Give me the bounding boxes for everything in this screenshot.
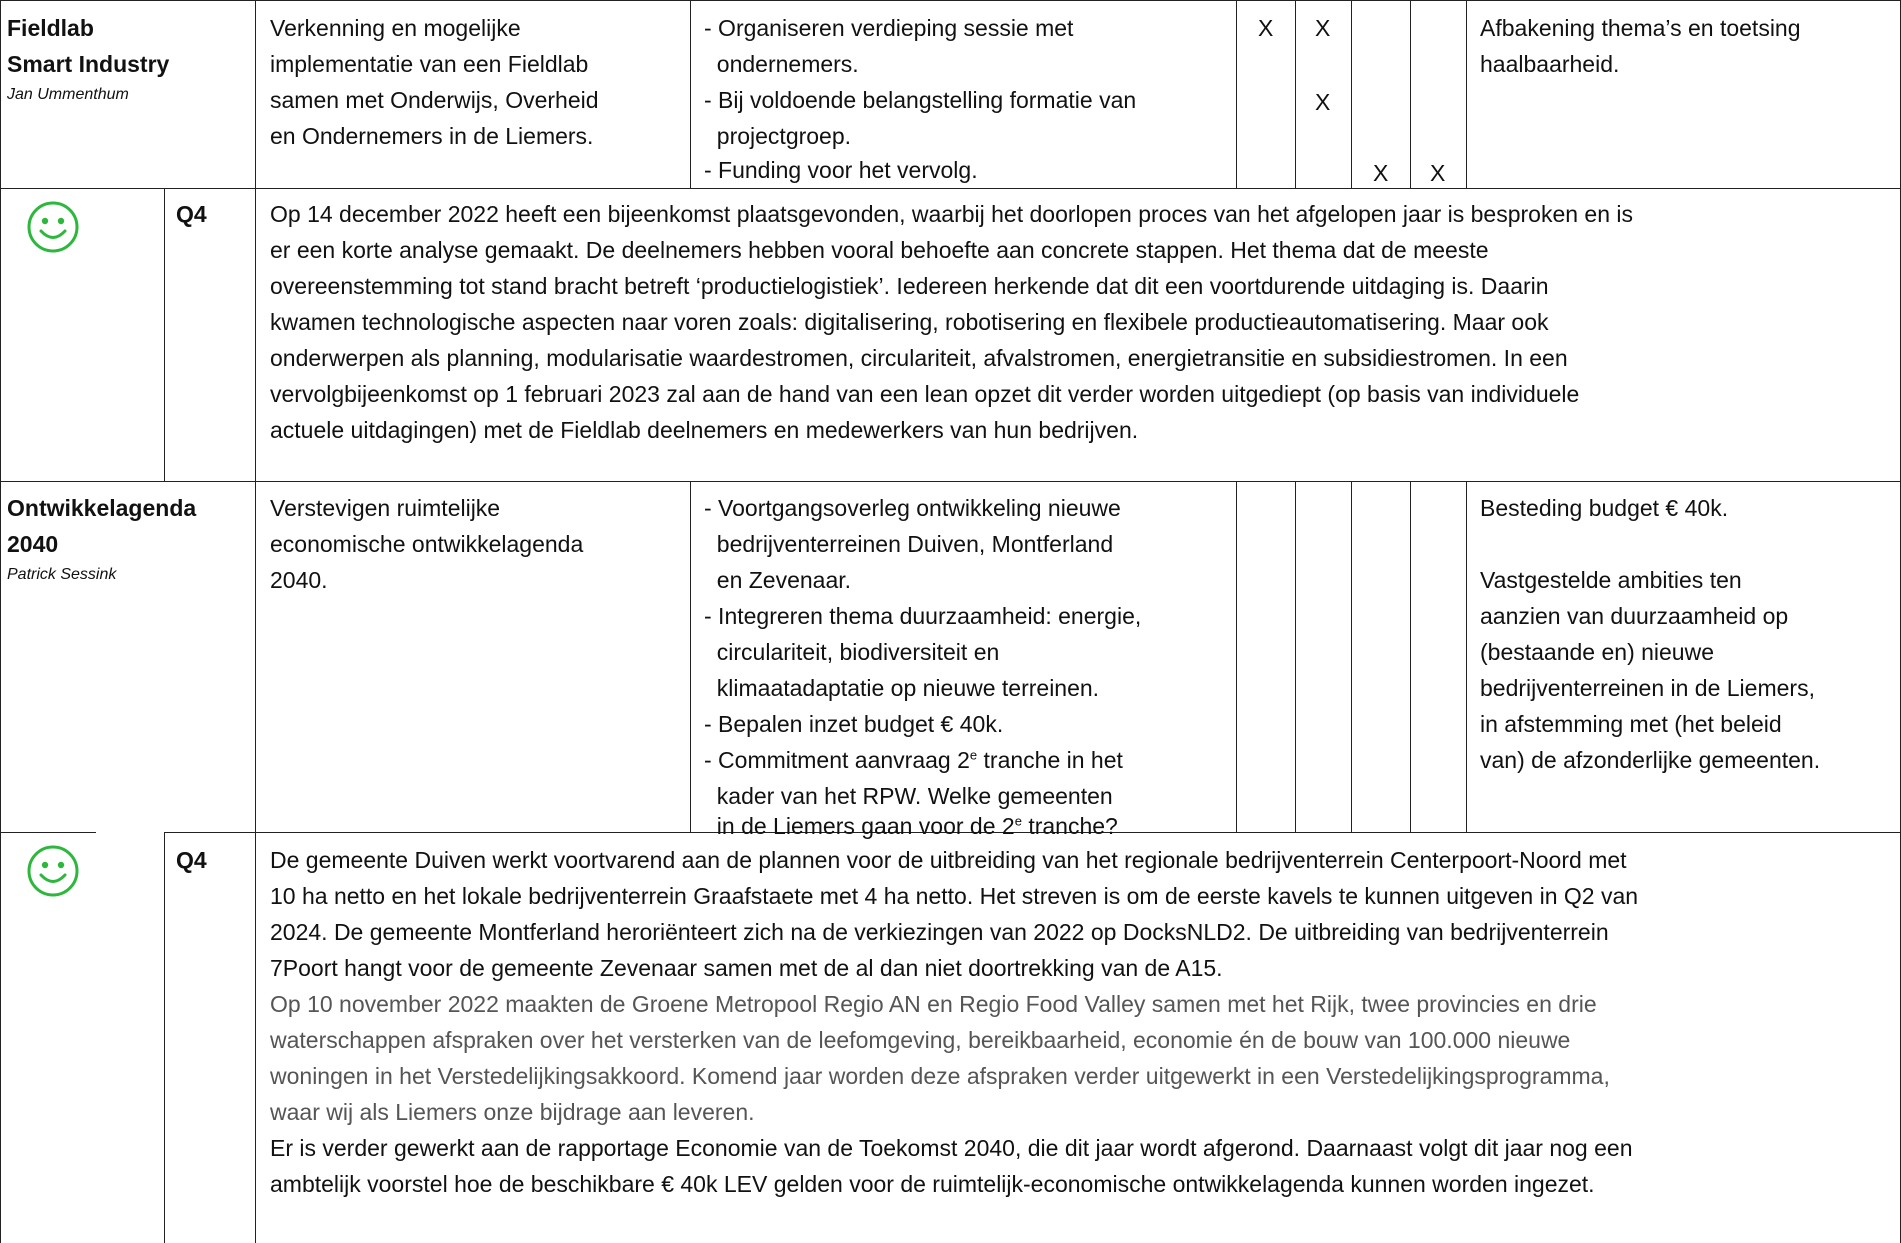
goal-line: Verstevigen ruimtelijke [270,495,501,521]
smiley-icon [26,200,80,254]
action-line [704,742,1123,778]
superscript: e [969,747,978,763]
progress-line: kwamen technologische aspecten naar voren zoals: digitalisering, robotisering en flexibele productieautomatisering. Maar ook [270,309,1549,335]
quarter-mark: X [1258,15,1274,41]
progress-line: 10 ha netto en het lokale bedrijventerrein Graafstaete met 4 ha netto. Het streven is om de eerste kavels te kunnen uitgeven in Q2 van [270,883,1639,909]
action-line: circulariteit, biodiversiteit en [704,639,1000,665]
action-text: tranche in het [977,747,1123,773]
rule [690,0,691,188]
rule [1466,481,1467,832]
progress-line: 7Poort hangt voor de gemeente Zevenaar samen met de al dan niet doortrekking van de A15. [270,955,1223,981]
quarter-mark: X [1373,160,1389,186]
project-title: Fieldlab [7,15,94,41]
goal-line: samen met Onderwijs, Overheid [270,87,599,113]
action-line: en Zevenaar. [704,567,852,593]
action-line: - Bepalen inzet budget € 40k. [704,711,1004,737]
rule [0,481,1901,482]
smiley-icon [26,844,80,898]
progress-line: Op 14 december 2022 heeft een bijeenkomst plaatsgevonden, waarbij het doorlopen proces van het afgelopen jaar is besproken en is [270,201,1634,227]
action-text: tranche? [1021,813,1118,839]
rule [1236,481,1237,832]
progress-line: ambtelijk voorstel hoe de beschikbare € 40k LEV gelden voor de ruimtelijk-economische ontwikkelagenda kunnen worden ingezet. [270,1171,1595,1197]
progress-line: woningen in het Verstedelijkingsakkoord. Komend jaar worden deze afspraken verder uitgewerkt in een Verstedelijkingsprogramma, [270,1063,1610,1089]
action-line: klimaatadaptatie op nieuwe terreinen. [704,675,1100,701]
action-line: - Funding voor het vervolg. [704,157,978,183]
progress-line: waterschappen afspraken over het versterken van de leefomgeving, bereikbaarheid, economie én de bouw van 100.000 nieuwe [270,1027,1571,1053]
result-line: Vastgestelde ambities ten [1480,567,1742,593]
goal-line: implementatie van een Fieldlab [270,51,589,77]
goal-line: economische ontwikkelagenda [270,531,584,557]
action-line: - Voortgangsoverleg ontwikkeling nieuwe [704,495,1121,521]
progress-line: Er is verder gewerkt aan de rapportage Economie van de Toekomst 2040, die dit jaar wordt afgerond. Daarnaast volgt dit jaar nog een [270,1135,1633,1161]
rule [0,0,1901,1]
progress-line: 2024. De gemeente Montferland heroriënteert zich na de verkiezingen van 2022 op DocksNLD2. De uitbreiding van bedrijventerrein [270,919,1609,945]
result-line: Besteding budget € 40k. [1480,495,1729,521]
action-text: in de Liemers gaan voor de 2 [704,813,1015,839]
rule [1410,481,1411,832]
progress-line: waar wij als Liemers onze bijdrage aan leveren. [270,1099,755,1125]
action-line: projectgroep. [704,123,852,149]
goal-line: 2040. [270,567,328,593]
rule [0,188,1901,189]
rule [164,832,165,1243]
superscript: e [1014,813,1022,829]
rule [1351,481,1352,832]
result-line: in afstemming met (het beleid [1480,711,1782,737]
rule [1236,0,1237,188]
result-line: van) de afzonderlijke gemeenten. [1480,747,1821,773]
result-line: haalbaarheid. [1480,51,1620,77]
result-line: (bestaande en) nieuwe [1480,639,1714,665]
project-owner: Jan Ummenthum [7,86,129,103]
action-line: bedrijventerreinen Duiven, Montferland [704,531,1114,557]
progress-line: De gemeente Duiven werkt voortvarend aan de plannen voor de uitbreiding van het regionale bedrijventerrein Centerpoort-Noord met [270,847,1627,873]
result-line: Afbakening thema’s en toetsing [1480,15,1801,41]
action-text: - Commitment aanvraag 2 [704,747,970,773]
rule [0,0,1,1243]
progress-line: onderwerpen als planning, modularisatie waardestromen, circulariteit, afvalstromen, energietransitie en subsidiestromen. In een [270,345,1568,371]
rule [164,188,165,481]
rule [1295,0,1296,188]
progress-line: overeenstemming tot stand bracht betreft ‘productielogistiek’. Iedereen herkende dat dit een voortdurende uitdaging is. Daarin [270,273,1549,299]
progress-line: actuele uitdagingen) met de Fieldlab deelnemers en medewerkers van hun bedrijven. [270,417,1139,443]
quarter-mark: X [1315,15,1331,41]
goal-line: Verkenning en mogelijke [270,15,521,41]
project-title: Smart Industry [7,51,170,77]
rule [0,832,96,833]
rule [690,481,691,832]
rule [1466,0,1467,188]
progress-line: er een korte analyse gemaakt. De deelnemers hebben vooral behoefte aan concrete stappen. Het thema dat de meeste [270,237,1489,263]
project-title: 2040 [7,531,59,557]
project-owner: Patrick Sessink [7,566,117,583]
action-line [704,808,1118,844]
project-title: Ontwikkelagenda [7,495,197,521]
quarter-label: Q4 [176,201,207,227]
result-line: bedrijventerreinen in de Liemers, [1480,675,1815,701]
goal-line: en Ondernemers in de Liemers. [270,123,594,149]
action-line: - Organiseren verdieping sessie met [704,15,1074,41]
action-line: ondernemers. [704,51,859,77]
rule [1295,481,1296,832]
rule [1351,0,1352,188]
quarter-mark: X [1315,89,1331,115]
action-line: - Bij voldoende belangstelling formatie van [704,87,1137,113]
result-line: aanzien van duurzaamheid op [1480,603,1789,629]
rule [255,0,256,1243]
quarter-label: Q4 [176,847,207,873]
action-line: - Integreren thema duurzaamheid: energie, [704,603,1142,629]
action-line: kader van het RPW. Welke gemeenten [704,783,1113,809]
rule [1410,0,1411,188]
progress-line: vervolgbijeenkomst op 1 februari 2023 zal aan de hand van een lean opzet dit verder worden uitgediept (op basis van individuele [270,381,1580,407]
quarter-mark: X [1430,160,1446,186]
progress-line: Op 10 november 2022 maakten de Groene Metropool Regio AN en Regio Food Valley samen met het Rijk, twee provincies en drie [270,991,1597,1017]
